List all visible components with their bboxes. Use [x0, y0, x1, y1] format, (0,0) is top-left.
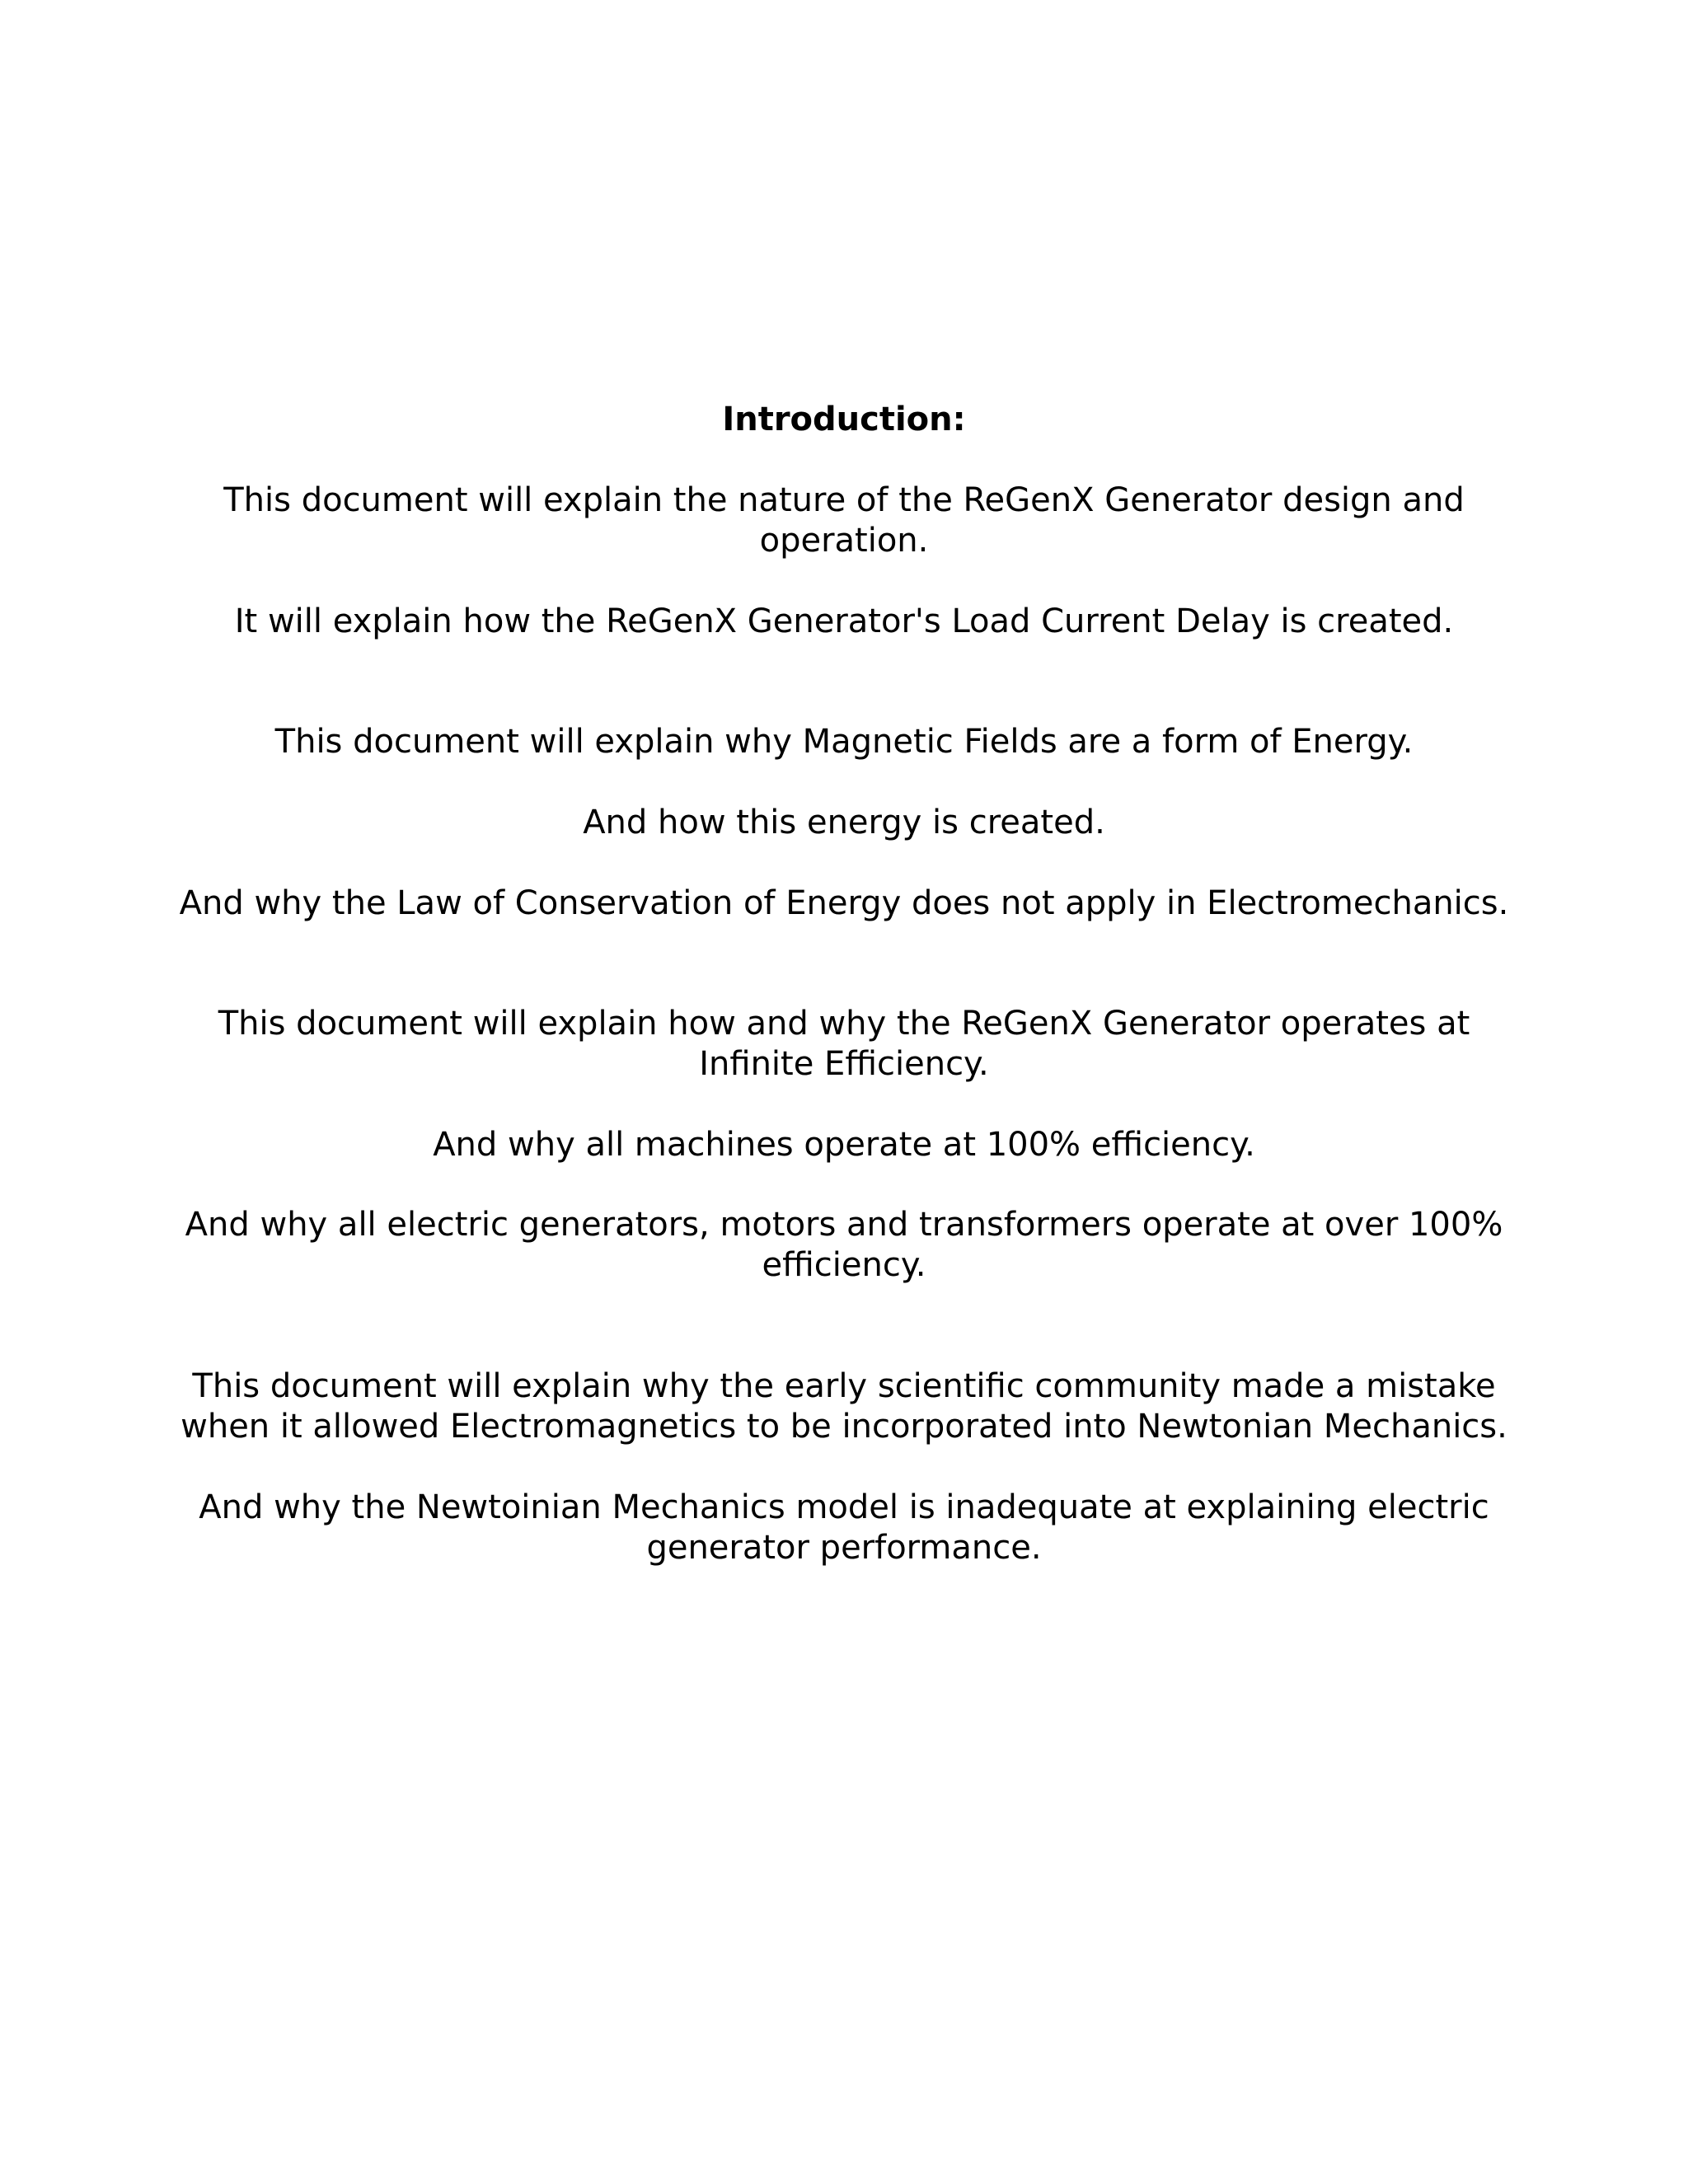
- intro-paragraph-3: This document will explain why Magnetic Fields are a form of Energy.: [274, 723, 1414, 761]
- intro-paragraph-9: This document will explain why the early scientific community made a mistake when it allowed Electromagnetics to be incorporated into Newtonian Mechanics.: [181, 1367, 1507, 1446]
- intro-paragraph-1: This document will explain the nature of the ReGenX Generator design and operation.: [223, 481, 1465, 560]
- intro-paragraph-10: And why the Newtoinian Mechanics model is inadequate at explaining electric generator performance.: [199, 1488, 1489, 1567]
- intro-paragraph-7: And why all machines operate at 100% efficiency.: [433, 1126, 1255, 1164]
- intro-paragraph-5: And why the Law of Conservation of Energy does not apply in Electromechanics.: [179, 884, 1509, 922]
- intro-paragraph-4: And how this energy is created.: [583, 804, 1105, 841]
- intro-paragraph-6: This document will explain how and why the ReGenX Generator operates at Infinite Efficiency.: [218, 1005, 1470, 1083]
- intro-paragraph-8: And why all electric generators, motors and transformers operate at over 100% efficiency.: [185, 1206, 1503, 1284]
- page-heading: Introduction:: [722, 401, 966, 438]
- intro-paragraph-2: It will explain how the ReGenX Generator's Load Current Delay is created.: [234, 602, 1454, 640]
